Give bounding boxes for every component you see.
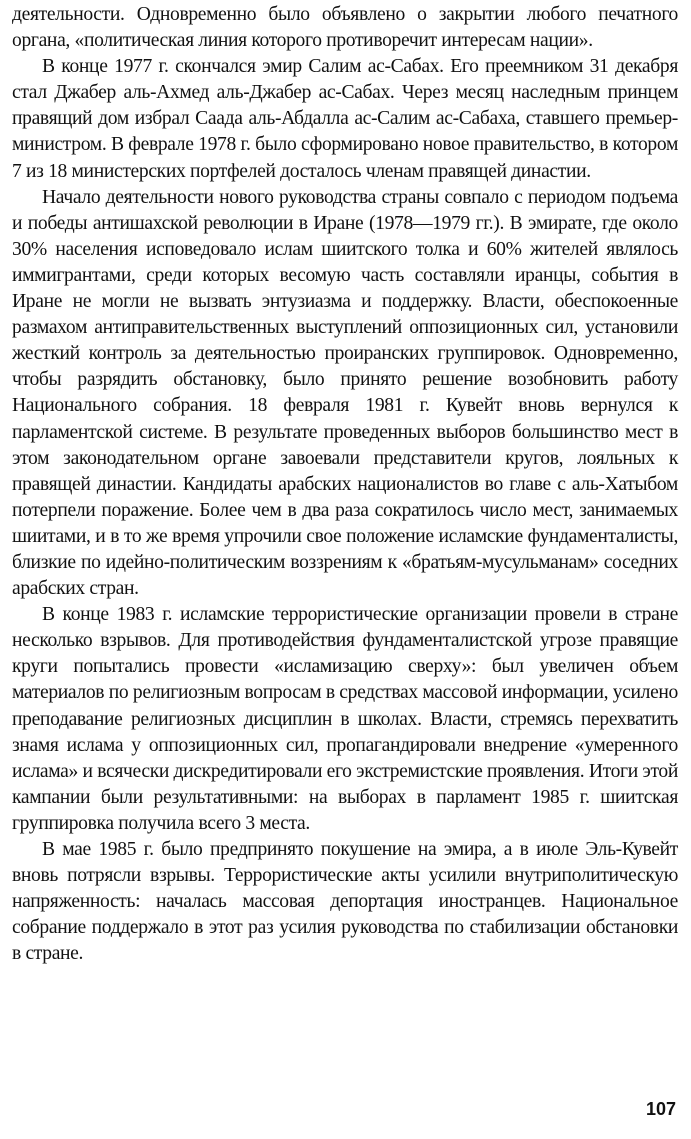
page-number: 107 bbox=[645, 1099, 676, 1119]
paragraph-emir-succession: В конце 1977 г. скончался эмир Салим ас-Сабах. Его преемником 31 декабря стал Джабер аль-Ахмед аль-Джабер ас-Сабах. Через месяц наследным принцем правящий дом избрал Саада аль-Абдалла ас-Салим ас-Сабаха, ставшего премьер-министром. В феврале 1978 г. было сформировано новое правительство, в котором 7 из 18 министерских портфелей досталось членам правящей династии. bbox=[12, 56, 678, 182]
paragraph-continuation: деятельности. Одновременно было объявлено о закрытии любого печатного органа, «политическая линия которого противоречит интересам нации». bbox=[12, 4, 678, 52]
paragraph-iran-revolution: Начало деятельности нового руководства страны совпало с периодом подъема и победы антишахской революции в Иране (1978—1979 гг.). В эмирате, где около 30% населения исповедовало ислам шиитского толка и 60% жителей являлось иммигрантами, среди которых весомую часть составляли иранцы, события в Иране не могли не вызвать энтузиазма и поддержку. Власти, обеспокоенные размахом антиправительственных выступлений оппозиционных сил, установили жесткий контроль за деятельностью проиранских группировок. Одновременно, чтобы разрядить обстановку, было принято решение возобновить работу Национального собрания. 18 февраля 1981 г. Кувейт вновь вернулся к парламентской системе. В результате проведенных выборов большинство мест в этом законодательном органе завоевали представители кругов, лояльных к правящей династии. Кандидаты арабских националистов во главе с аль-Хатыбом потерпели поражение. Более чем в два раза сократилось число мест, занимаемых шиитами, и в то же время упрочили свое положение исламские фундаменталисты, близкие по идейно-политическим воззрениям к «братьям-мусульманам» соседних арабских стран. bbox=[12, 186, 678, 600]
paragraph-assassination-attempt: В мае 1985 г. было предпринято покушение на эмира, а в июле Эль-Кувейт вновь потрясли взрывы. Террористические акты усилили внутриполитическую напряженность: началась массовая депортация иностранцев. Национальное собрание поддержало в этот раз усилия руководства по стабилизации обстановки в стране. bbox=[12, 839, 678, 965]
paragraph-islamization: В конце 1983 г. исламские террористические организации провели в стране несколько взрывов. Для противодействия фундаменталистской угрозе правящие круги попытались провести «исламизацию сверху»: был увеличен объем материалов по религиозным вопросам в средствах массовой информации, усилено преподавание религиозных дисциплин в школах. Власти, стремясь перехватить знамя ислама у оппозиционных сил, пропагандировали внедрение «умеренного ислама» и всячески дискредитировали его экстремистские проявления. Итоги этой кампании были результативными: на выборах в парламент 1985 г. шиитская группировка получила всего 3 места. bbox=[12, 604, 678, 834]
book-page bbox=[12, 2, 678, 1122]
